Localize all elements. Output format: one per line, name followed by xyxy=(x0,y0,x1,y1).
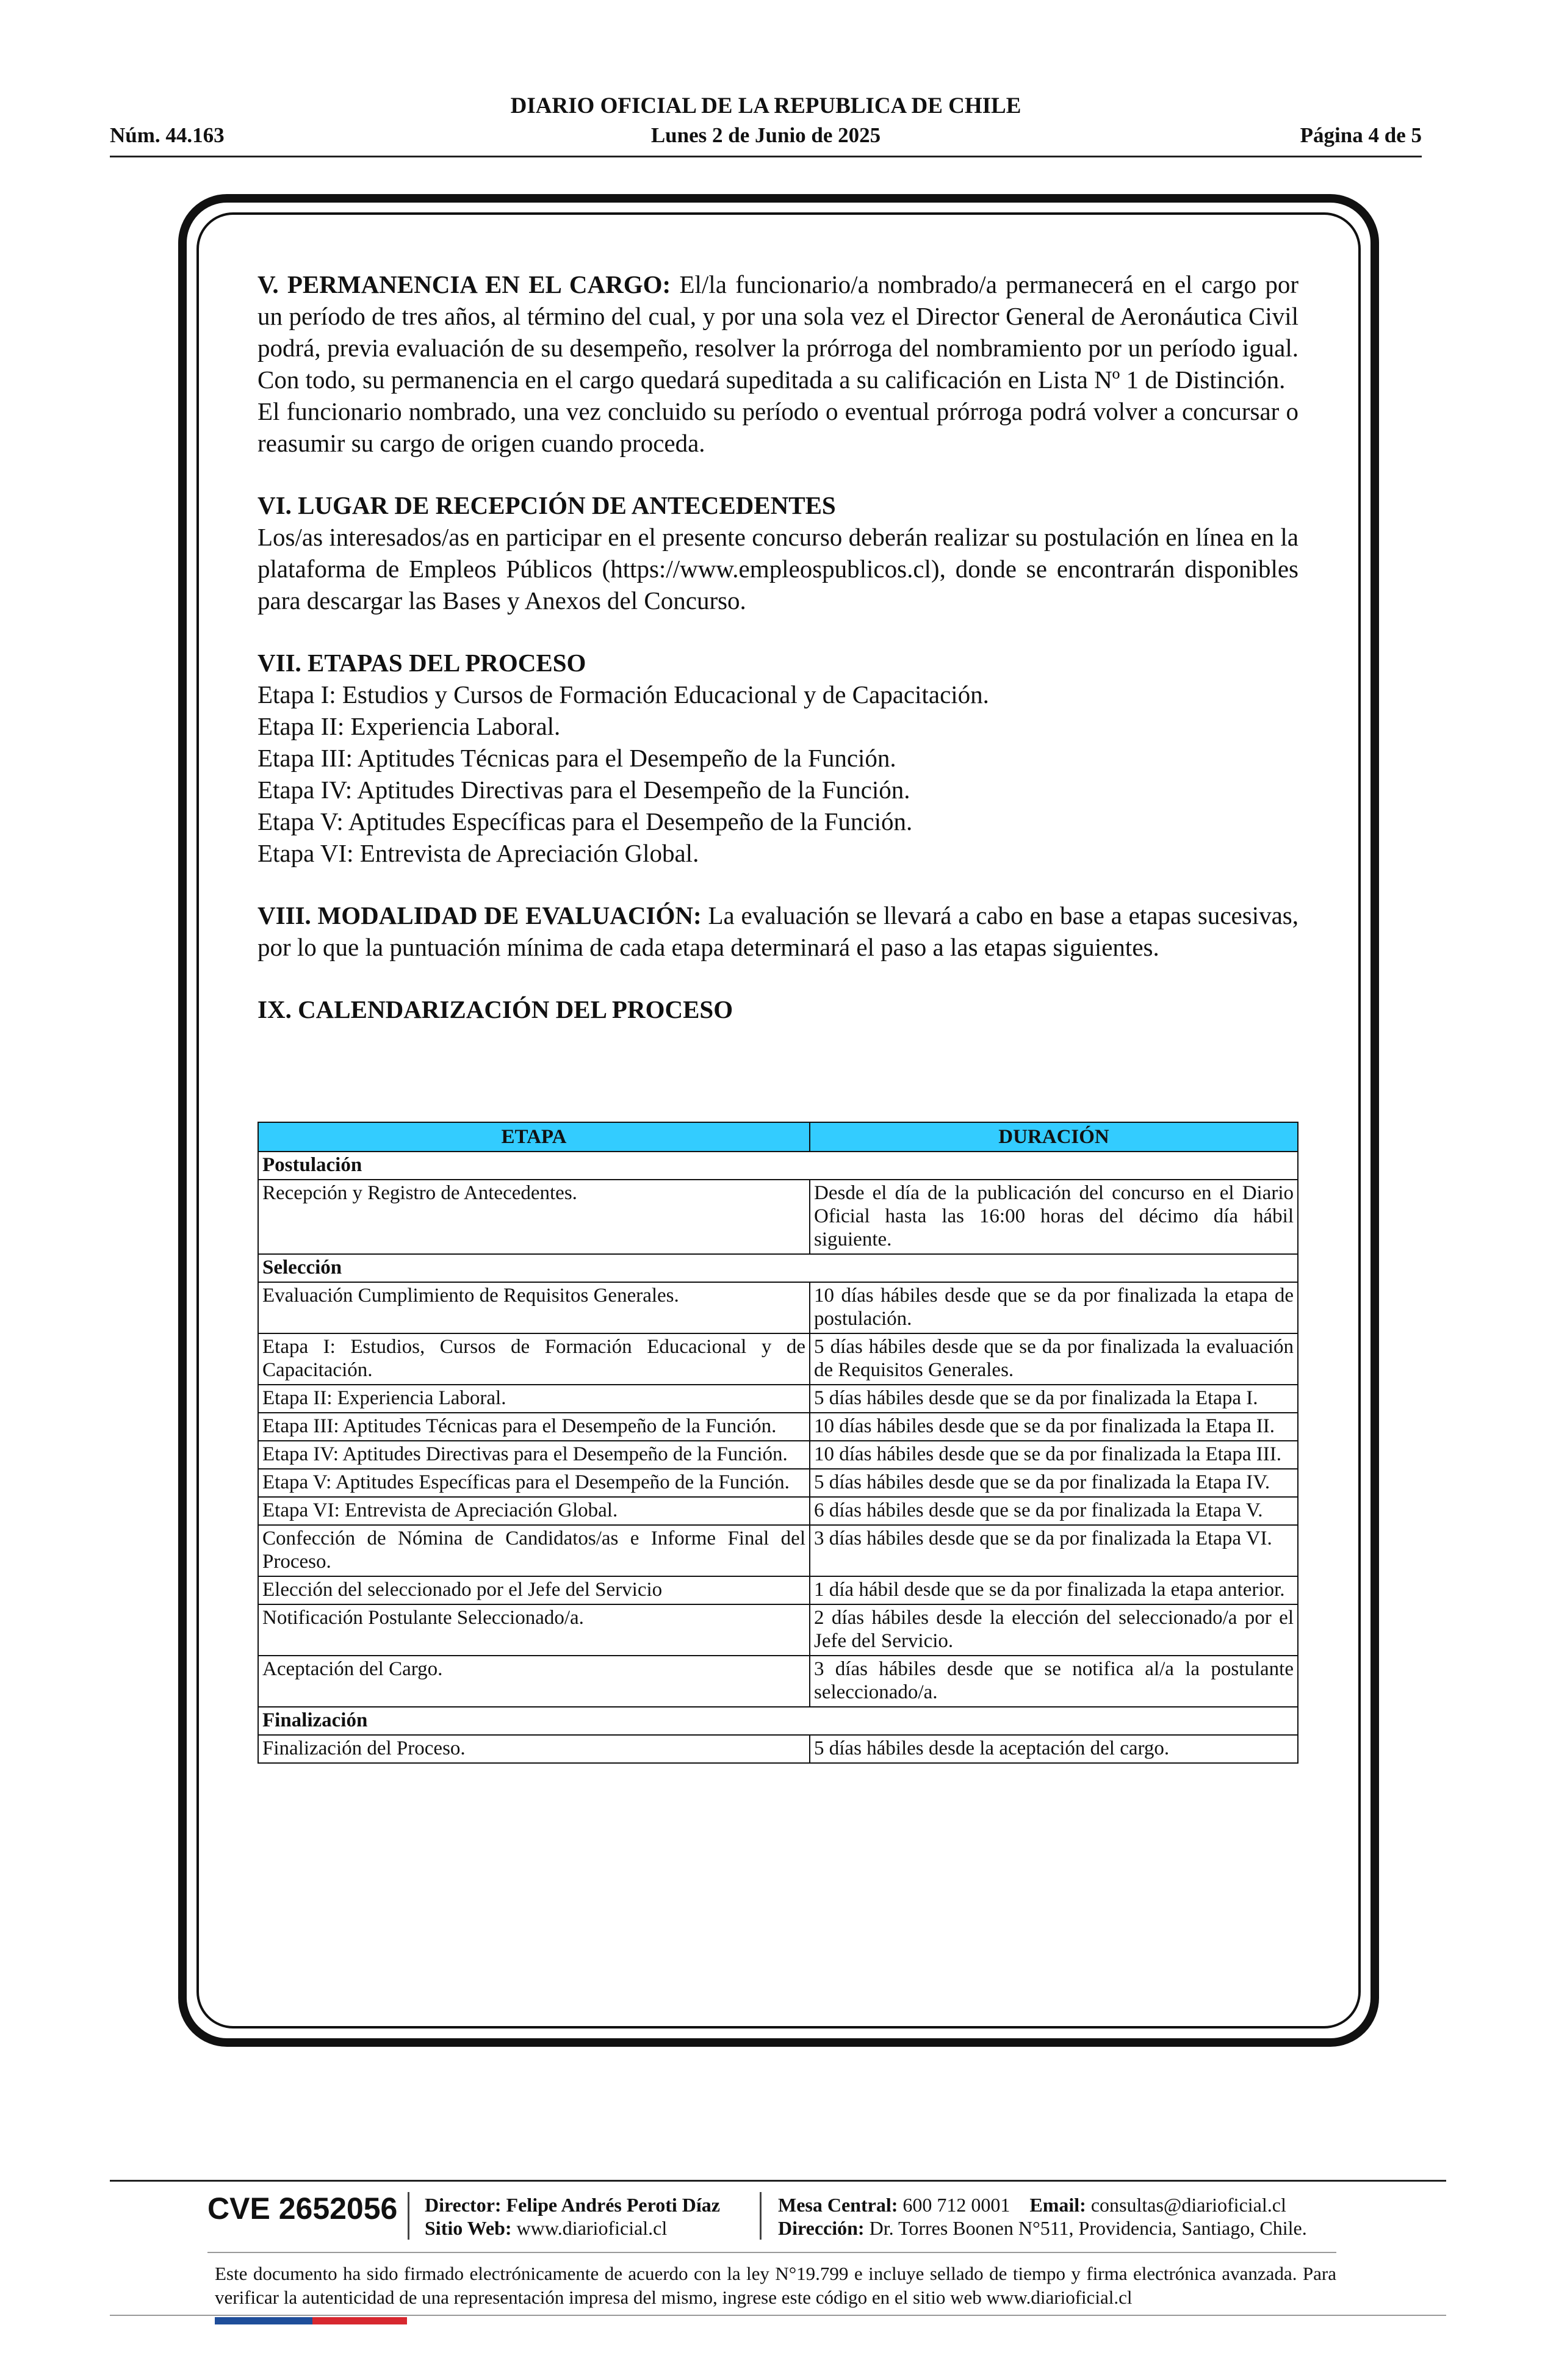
cell-etapa: Etapa V: Aptitudes Específicas para el Desempeño de la Función. xyxy=(258,1469,810,1497)
section-modalidad-paragraph xyxy=(258,900,1298,963)
director-info xyxy=(425,2193,720,2240)
table-row xyxy=(258,1525,1298,1576)
table-row xyxy=(258,1497,1298,1525)
document-body xyxy=(258,269,1298,1025)
column-header-etapa: ETAPA xyxy=(258,1122,810,1152)
cell-etapa: Confección de Nómina de Candidatos/as e Informe Final del Proceso. xyxy=(258,1525,810,1576)
cell-etapa: Aceptación del Cargo. xyxy=(258,1656,810,1707)
cell-etapa: Etapa III: Aptitudes Técnicas para el Desempeño de la Función. xyxy=(258,1413,810,1441)
cell-duracion: 2 días hábiles desde la elección del seleccionado/a por el Jefe del Servicio. xyxy=(810,1604,1298,1656)
cell-etapa: Elección del seleccionado por el Jefe del Servicio xyxy=(258,1576,810,1604)
newspaper-title: DIARIO OFICIAL DE LA REPUBLICA DE CHILE xyxy=(510,93,1021,118)
footer-divider xyxy=(110,2180,1446,2182)
contact-info xyxy=(778,2193,1307,2240)
category-label: Finalización xyxy=(258,1707,1298,1735)
cell-etapa: Etapa I: Estudios, Cursos de Formación Educacional y de Capacitación. xyxy=(258,1333,810,1385)
cell-etapa: Notificación Postulante Seleccionado/a. xyxy=(258,1604,810,1656)
section-permanencia-paragraph-2: El funcionario nombrado, una vez concluido su período o eventual prórroga podrá volver a concursar o reasumir su cargo de origen cuando proceda. xyxy=(258,397,1298,457)
section-text: El/la funcionario/a nombrado/a permanecerá en el cargo por un período de tres años, al término del cual, y por una sola vez el Director General de Aeronáutica Civil podrá, previa evaluación de su desempeño, resolver la prórroga del nombramiento por un período igual. Con todo, su permanencia en el cargo quedará supeditada a su calificación en Lista Nº 1 de Distinción. xyxy=(258,270,1298,394)
cell-duracion: 10 días hábiles desde que se da por finalizada la Etapa III. xyxy=(810,1441,1298,1469)
section-heading: VI. LUGAR DE RECEPCIÓN DE ANTECEDENTES xyxy=(258,491,836,519)
issue-date: Lunes 2 de Junio de 2025 xyxy=(650,123,881,147)
cell-duracion: 5 días hábiles desde que se da por finalizada la Etapa I. xyxy=(810,1385,1298,1413)
cell-etapa: Recepción y Registro de Antecedentes. xyxy=(258,1180,810,1254)
section-heading: VII. ETAPAS DEL PROCESO xyxy=(258,649,586,677)
table-row xyxy=(258,1413,1298,1441)
section-recepcion-paragraph: Los/as interesados/as en participar en el presente concurso deberán realizar su postulación en línea en la plataforma de Empleos Públicos (https://www.empleospublicos.cl), donde se encontrarán disponibles para descargar las Bases y Anexos del Concurso. xyxy=(258,523,1298,615)
mesa-label: Mesa Central: xyxy=(778,2194,898,2216)
table-row xyxy=(258,1656,1298,1707)
table-row xyxy=(258,1333,1298,1385)
footer-separator xyxy=(408,2192,409,2240)
schedule-table xyxy=(258,1122,1298,1764)
table-header-row xyxy=(258,1122,1298,1152)
table-row xyxy=(258,1385,1298,1413)
web-label: Sitio Web: xyxy=(425,2217,512,2239)
table-row xyxy=(258,1469,1298,1497)
table-row xyxy=(258,1576,1298,1604)
footer-divider xyxy=(110,2315,1446,2316)
cell-duracion: 3 días hábiles desde que se notifica al/a la postulante seleccionado/a. xyxy=(810,1656,1298,1707)
section-etapas xyxy=(258,647,1298,869)
director-label: Director: xyxy=(425,2194,502,2216)
section-recepcion xyxy=(258,489,1298,616)
column-header-duracion: DURACIÓN xyxy=(810,1122,1298,1152)
list-item: Etapa V: Aptitudes Específicas para el Desempeño de la Función. xyxy=(258,807,913,835)
direccion-label: Dirección: xyxy=(778,2217,865,2239)
section-heading: VIII. MODALIDAD DE EVALUACIÓN: xyxy=(258,901,702,929)
address: Dr. Torres Boonen N°511, Providencia, Santiago, Chile. xyxy=(869,2217,1307,2239)
category-label: Postulación xyxy=(258,1152,1298,1180)
list-item: Etapa III: Aptitudes Técnicas para el Desempeño de la Función. xyxy=(258,744,896,772)
section-calendarizacion xyxy=(258,993,1298,1025)
email-link[interactable]: consultas@diarioficial.cl xyxy=(1090,2194,1286,2216)
table-row xyxy=(258,1735,1298,1763)
table-row xyxy=(258,1604,1298,1656)
cell-etapa: Etapa II: Experiencia Laboral. xyxy=(258,1385,810,1413)
section-permanencia xyxy=(258,269,1298,459)
cell-duracion: 5 días hábiles desde que se da por finalizada la evaluación de Requisitos Generales. xyxy=(810,1333,1298,1385)
cell-duracion: Desde el día de la publicación del concurso en el Diario Oficial hasta las 16:00 horas del décimo día hábil siguiente. xyxy=(810,1180,1298,1254)
flag-stripe-blue xyxy=(215,2317,312,2324)
category-label: Selección xyxy=(258,1254,1298,1282)
section-text: La evaluación se llevará a cabo en base a etapas sucesivas, por lo que la puntuación mínima de cada etapa determinará el paso a las etapas siguientes. xyxy=(258,901,1299,961)
phone-number: 600 712 0001 xyxy=(902,2194,1010,2216)
section-heading: V. PERMANENCIA EN EL CARGO: xyxy=(258,270,671,298)
section-modalidad xyxy=(258,900,1298,963)
header-divider xyxy=(110,156,1422,157)
cell-duracion: 10 días hábiles desde que se da por finalizada la Etapa II. xyxy=(810,1413,1298,1441)
table-row xyxy=(258,1282,1298,1333)
legal-notice: Este documento ha sido firmado electrónicamente de acuerdo con la ley N°19.799 e incluye sellado de tiempo y firma electrónica avanzada. Para verificar la autenticidad de una representación impresa del mismo, ingrese este código en el sitio web www.diarioficial.cl xyxy=(215,2263,1336,2308)
list-item: Etapa II: Experiencia Laboral. xyxy=(258,712,561,740)
website-link[interactable]: www.diarioficial.cl xyxy=(516,2217,668,2239)
cell-etapa: Etapa VI: Entrevista de Apreciación Global. xyxy=(258,1497,810,1525)
table-row xyxy=(258,1441,1298,1469)
table-category-row xyxy=(258,1707,1298,1735)
email-label: Email: xyxy=(1029,2194,1086,2216)
cell-etapa: Evaluación Cumplimiento de Requisitos Generales. xyxy=(258,1282,810,1333)
cell-etapa: Finalización del Proceso. xyxy=(258,1735,810,1763)
list-item: Etapa VI: Entrevista de Apreciación Global. xyxy=(258,839,699,867)
cell-duracion: 1 día hábil desde que se da por finalizada la etapa anterior. xyxy=(810,1576,1298,1604)
cell-duracion: 5 días hábiles desde que se da por finalizada la Etapa IV. xyxy=(810,1469,1298,1497)
flag-stripe-red xyxy=(312,2317,407,2324)
table-category-row xyxy=(258,1152,1298,1180)
list-item: Etapa I: Estudios y Cursos de Formación Educacional y de Capacitación. xyxy=(258,680,989,709)
table-row xyxy=(258,1180,1298,1254)
cell-etapa: Etapa IV: Aptitudes Directivas para el Desempeño de la Función. xyxy=(258,1441,810,1469)
section-permanencia-paragraph xyxy=(258,269,1298,395)
cell-duracion: 10 días hábiles desde que se da por finalizada la etapa de postulación. xyxy=(810,1282,1298,1333)
footer-separator xyxy=(760,2192,762,2240)
issue-number: Núm. 44.163 xyxy=(110,123,225,147)
cell-duracion: 3 días hábiles desde que se da por finalizada la Etapa VI. xyxy=(810,1525,1298,1576)
section-heading: IX. CALENDARIZACIÓN DEL PROCESO xyxy=(258,995,733,1023)
page-header xyxy=(110,93,1422,160)
footer-divider xyxy=(207,2252,1336,2253)
list-item: Etapa IV: Aptitudes Directivas para el Desempeño de la Función. xyxy=(258,776,910,804)
cve-code: CVE 2652056 xyxy=(207,2191,398,2226)
cell-duracion: 5 días hábiles desde la aceptación del cargo. xyxy=(810,1735,1298,1763)
page-number: Página 4 de 5 xyxy=(1300,123,1422,147)
director-name: Felipe Andrés Peroti Díaz xyxy=(506,2194,720,2216)
table-category-row xyxy=(258,1254,1298,1282)
cell-duracion: 6 días hábiles desde que se da por finalizada la Etapa V. xyxy=(810,1497,1298,1525)
